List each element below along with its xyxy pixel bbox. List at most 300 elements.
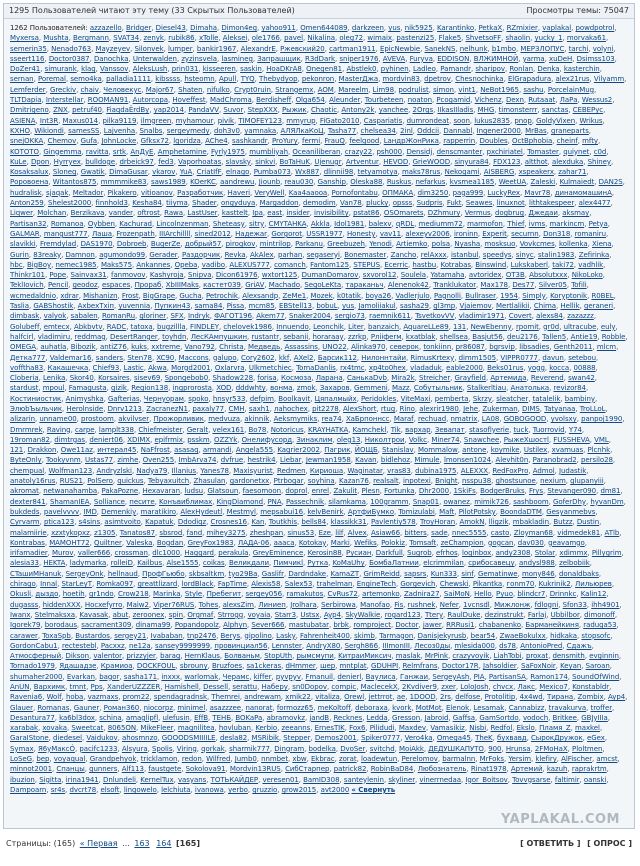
- user-link[interactable]: doh3v0: [213, 126, 240, 135]
- user-link[interactable]: sama84: [194, 302, 223, 311]
- user-link[interactable]: MHG: [477, 106, 495, 115]
- user-link[interactable]: Rinat1978: [470, 765, 507, 774]
- user-link[interactable]: Christa: [219, 343, 244, 352]
- user-link[interactable]: Sfon33: [562, 600, 587, 609]
- user-link[interactable]: Redmen: [276, 466, 306, 475]
- user-link[interactable]: sn0Dopov: [292, 683, 327, 691]
- user-link[interactable]: ZNX: [53, 106, 68, 115]
- user-link[interactable]: 2Kvdiver9: [401, 683, 437, 691]
- user-link[interactable]: Hoveffest: [172, 96, 206, 105]
- user-link[interactable]: mepsabui16: [260, 507, 303, 516]
- user-link[interactable]: Bergmann: [72, 34, 109, 43]
- user-link[interactable]: vazmaxs: [87, 693, 119, 702]
- user-link[interactable]: Rino: [399, 404, 415, 413]
- user-link[interactable]: Hocxefyrro: [84, 600, 123, 609]
- user-link[interactable]: 1SkiFs: [453, 487, 476, 496]
- user-link[interactable]: invisibility: [314, 209, 349, 218]
- user-link[interactable]: avt2000: [320, 785, 350, 794]
- user-link[interactable]: kisseeren: [202, 65, 236, 74]
- user-link[interactable]: vasyans: [177, 775, 207, 784]
- user-link[interactable]: ASIENA: [10, 116, 36, 125]
- user-link[interactable]: pilka9119: [102, 116, 137, 125]
- user-link[interactable]: Major67: [145, 85, 174, 94]
- user-link[interactable]: AleksLush: [132, 65, 168, 74]
- user-link[interactable]: Mertlalikii: [496, 302, 530, 311]
- user-link[interactable]: Abkbvtv: [74, 322, 103, 331]
- user-link[interactable]: Vjaiemov: [459, 302, 492, 311]
- user-link[interactable]: xovaka: [42, 724, 67, 733]
- user-link[interactable]: FINDLEY: [189, 322, 219, 331]
- user-link[interactable]: Yatamaha: [430, 271, 465, 280]
- user-link[interactable]: k0tatik: [337, 291, 361, 300]
- user-link[interactable]: pastenzi25: [396, 34, 435, 43]
- user-link[interactable]: Volkc: [408, 435, 427, 444]
- user-link[interactable]: gipolino: [244, 631, 272, 640]
- user-link[interactable]: AndryX80: [306, 641, 341, 650]
- user-link[interactable]: Лаша: [91, 229, 113, 238]
- user-link[interactable]: chelsea34: [360, 126, 396, 135]
- user-link[interactable]: Jewman1958: [305, 456, 351, 465]
- user-link[interactable]: Famagusta: [68, 384, 107, 393]
- user-link[interactable]: AlexHydeutl: [180, 507, 223, 516]
- user-link[interactable]: Glauer: [10, 703, 33, 712]
- user-link[interactable]: ne12a: [128, 641, 151, 650]
- user-link[interactable]: chvcx: [492, 683, 514, 691]
- user-link[interactable]: SergeyOnk: [65, 569, 104, 578]
- user-link[interactable]: xTolle: [198, 34, 219, 43]
- user-link[interactable]: jettrrot: [368, 693, 393, 702]
- user-link[interactable]: gloriner: [139, 312, 167, 321]
- page-link-164[interactable]: 164: [156, 838, 172, 848]
- user-link[interactable]: PIA: [473, 672, 485, 681]
- user-link[interactable]: Oxlarvra: [214, 363, 245, 372]
- user-link[interactable]: Fis: [394, 600, 404, 609]
- user-link[interactable]: ingprorosta: [172, 384, 212, 393]
- user-link[interactable]: AChe4: [205, 137, 228, 146]
- user-link[interactable]: Мижлонж: [494, 600, 531, 609]
- user-link[interactable]: Snalbs: [139, 126, 163, 135]
- user-link[interactable]: aaaca: [273, 538, 295, 547]
- user-link[interactable]: Hellik: [560, 302, 580, 311]
- user-link[interactable]: Tomsaft: [409, 538, 437, 547]
- user-link[interactable]: silamkama: [328, 497, 366, 506]
- user-link[interactable]: Thinkr101: [10, 271, 45, 280]
- user-link[interactable]: Ayp4: [608, 693, 626, 702]
- user-link[interactable]: Miner74: [431, 435, 460, 444]
- user-link[interactable]: sbrouny: [179, 662, 208, 671]
- user-link[interactable]: casto: [490, 528, 510, 537]
- user-link[interactable]: qorkak: [201, 744, 225, 753]
- user-link[interactable]: vofftha83: [10, 363, 44, 372]
- user-link[interactable]: wxtort125: [261, 271, 298, 280]
- user-link[interactable]: Kan: [251, 518, 265, 527]
- user-link[interactable]: LastUser: [187, 209, 218, 218]
- user-link[interactable]: sabalen: [70, 312, 98, 321]
- user-link[interactable]: ulefusin: [162, 713, 190, 722]
- user-link[interactable]: Glatsoun: [207, 487, 239, 496]
- user-link[interactable]: Gemmeni: [353, 384, 388, 393]
- user-link[interactable]: yerbo: [228, 785, 248, 794]
- user-link[interactable]: xmik22: [285, 693, 311, 702]
- user-link[interactable]: MrBas: [525, 126, 547, 135]
- user-link[interactable]: YuA: [179, 168, 193, 177]
- user-link[interactable]: evginnin: [589, 652, 619, 661]
- user-link[interactable]: bankir1967: [196, 44, 237, 53]
- user-link[interactable]: Strrogg: [217, 610, 244, 619]
- user-link[interactable]: СырокДружок: [530, 734, 583, 743]
- user-link[interactable]: Dustin: [576, 518, 600, 527]
- user-link[interactable]: insider: [286, 209, 310, 218]
- user-link[interactable]: ibuzion: [10, 775, 35, 784]
- user-link[interactable]: Mayzeyev: [95, 44, 131, 53]
- user-link[interactable]: Ecerric: [384, 260, 409, 269]
- user-link[interactable]: artemonko: [362, 590, 400, 599]
- user-link[interactable]: Dimon4eg: [221, 24, 258, 32]
- user-link[interactable]: СанькаDvb: [346, 374, 387, 383]
- user-link[interactable]: Robble: [601, 332, 626, 341]
- user-link[interactable]: Ruskus: [386, 178, 412, 187]
- user-link[interactable]: Gauner: [73, 703, 100, 712]
- user-link[interactable]: Какашечка: [47, 363, 89, 372]
- user-link[interactable]: DAS1970: [80, 240, 113, 249]
- user-link[interactable]: psskm: [187, 435, 210, 444]
- user-link[interactable]: добрый57: [184, 240, 222, 249]
- user-link[interactable]: Hyrryex: [53, 157, 81, 166]
- user-link[interactable]: troffer: [590, 703, 613, 712]
- user-link[interactable]: ErnesTIK: [314, 724, 345, 733]
- user-link[interactable]: zmok: [296, 384, 316, 393]
- user-link[interactable]: KOerKC: [190, 178, 216, 187]
- user-link[interactable]: Pyuo: [496, 590, 513, 599]
- user-link[interactable]: ЭлюbЪыльчик: [10, 404, 63, 413]
- user-link[interactable]: carawer: [10, 631, 38, 640]
- user-link[interactable]: espaces: [102, 281, 131, 290]
- user-link[interactable]: Pikantka: [472, 580, 503, 589]
- user-link[interactable]: Drakkon: [27, 446, 57, 455]
- user-link[interactable]: Tourbeteen: [364, 96, 404, 105]
- user-link[interactable]: Aleunder: [329, 96, 361, 105]
- user-link[interactable]: sapsrs: [404, 569, 427, 578]
- user-link[interactable]: hidkaka: [550, 631, 578, 640]
- user-link[interactable]: koymike: [490, 446, 520, 455]
- user-link[interactable]: NikoLoko: [571, 271, 603, 280]
- user-link[interactable]: Plcnhk: [587, 446, 611, 455]
- user-link[interactable]: medvuza: [208, 415, 241, 424]
- user-link[interactable]: sitry: [249, 219, 265, 228]
- user-link[interactable]: kxatblak: [405, 332, 436, 341]
- user-link[interactable]: 121: [10, 446, 24, 455]
- user-link[interactable]: slavikki: [10, 240, 36, 249]
- user-link[interactable]: NewEbenny: [470, 322, 512, 331]
- user-link[interactable]: ka6bl3dox: [59, 713, 95, 722]
- user-link[interactable]: pyvpyv: [275, 672, 301, 681]
- user-link[interactable]: ЛесКАмпушкин: [190, 332, 248, 341]
- user-link[interactable]: CvRus72: [327, 590, 358, 599]
- user-link[interactable]: Haggard: [184, 549, 214, 558]
- user-link[interactable]: Bapхимк: [33, 683, 66, 691]
- user-link[interactable]: mosksuo: [484, 240, 516, 249]
- user-link[interactable]: prizzyjer: [126, 652, 156, 661]
- user-link[interactable]: Bogdan: [156, 538, 184, 547]
- user-link[interactable]: fermi: [302, 137, 321, 146]
- user-link[interactable]: Прораб: [134, 281, 162, 290]
- user-link[interactable]: dvfrue: [220, 456, 244, 465]
- user-link[interactable]: GABShostik: [33, 302, 74, 311]
- user-link[interactable]: alexduka: [551, 157, 584, 166]
- user-link[interactable]: serattu: [232, 683, 258, 691]
- user-link[interactable]: Omega45: [436, 734, 471, 743]
- user-link[interactable]: mintrilop: [259, 240, 291, 249]
- user-link[interactable]: Kalin12: [580, 590, 607, 599]
- user-link[interactable]: doprol: [285, 487, 308, 496]
- user-link[interactable]: crossman: [114, 549, 148, 558]
- user-link[interactable]: rustantr: [251, 332, 280, 341]
- user-link[interactable]: Crypt0ruin: [234, 85, 271, 94]
- user-link[interactable]: pavel: [284, 34, 304, 43]
- user-link[interactable]: skbsaltkm: [188, 569, 225, 578]
- user-link[interactable]: Alexis58: [251, 580, 281, 589]
- user-link[interactable]: maslak: [395, 652, 421, 661]
- user-link[interactable]: Vichenz: [474, 96, 502, 105]
- user-link[interactable]: Великдали: [228, 559, 270, 568]
- user-link[interactable]: R3dDark: [305, 54, 336, 63]
- user-link[interactable]: Shiney: [587, 157, 612, 166]
- user-link[interactable]: podrulist: [398, 85, 429, 94]
- user-link[interactable]: halfcirl: [10, 332, 34, 341]
- user-link[interactable]: Witantos875: [52, 178, 97, 187]
- user-link[interactable]: АртфиБумко: [347, 507, 394, 516]
- user-link[interactable]: Marki: [330, 538, 350, 547]
- user-link[interactable]: dddwhty: [235, 384, 266, 393]
- user-link[interactable]: Собутыльник: [413, 384, 463, 393]
- user-link[interactable]: ShvetsoFF: [465, 34, 502, 43]
- user-link[interactable]: dm81: [600, 487, 621, 496]
- user-link[interactable]: Flake5: [438, 34, 462, 43]
- user-link[interactable]: Chiefmeister: [138, 425, 183, 434]
- user-link[interactable]: Gucha: [179, 291, 202, 300]
- user-link[interactable]: Alse1555: [166, 559, 199, 568]
- user-link[interactable]: Chima: [533, 302, 557, 311]
- user-link[interactable]: Sweetcat: [71, 724, 104, 733]
- user-link[interactable]: myhamour: [175, 116, 214, 125]
- user-link[interactable]: GOOODSMIIIILE: [161, 734, 216, 743]
- user-link[interactable]: SFX: [170, 312, 184, 321]
- user-link[interactable]: Butzz: [553, 518, 573, 527]
- user-link[interactable]: deu2176: [507, 332, 538, 341]
- user-link[interactable]: 4x4wd: [519, 693, 543, 702]
- user-link[interactable]: Чернуорам: [143, 394, 184, 403]
- user-link[interactable]: netwanahamba: [43, 487, 98, 496]
- user-link[interactable]: ATlb: [604, 528, 620, 537]
- user-link[interactable]: Dnlundeli: [103, 775, 136, 784]
- user-link[interactable]: Alphyn: [223, 621, 248, 630]
- user-link[interactable]: Sten78: [127, 353, 152, 362]
- user-link[interactable]: HernKlaus: [184, 652, 220, 661]
- user-link[interactable]: Hrunsa: [505, 744, 531, 753]
- user-link[interactable]: AVEVA: [382, 54, 406, 63]
- user-link[interactable]: Kesha84: [132, 199, 162, 208]
- user-link[interactable]: Romka097: [96, 580, 134, 589]
- user-link[interactable]: OMEGA: [10, 343, 36, 352]
- user-link[interactable]: Alenenok42: [387, 281, 429, 290]
- user-link[interactable]: Thief: [507, 219, 525, 228]
- user-link[interactable]: Aeksmymiks: [273, 415, 318, 424]
- user-link[interactable]: hellnaud: [107, 569, 138, 578]
- user-link[interactable]: Gerader: [149, 250, 178, 259]
- user-link[interactable]: sernan: [10, 75, 34, 84]
- user-link[interactable]: Simply: [522, 291, 546, 300]
- user-link[interactable]: lamplt338: [98, 425, 134, 434]
- user-link[interactable]: vladaduk: [410, 363, 442, 372]
- user-link[interactable]: Akwa: [148, 363, 167, 372]
- user-link[interactable]: ZeMe1: [282, 291, 307, 300]
- user-link[interactable]: ZwaeBokulxx: [499, 631, 546, 640]
- user-link[interactable]: Lennster: [271, 641, 302, 650]
- user-link[interactable]: drbeick97: [119, 157, 154, 166]
- user-link[interactable]: kibssss: [155, 75, 180, 84]
- user-link[interactable]: sergeymedy: [166, 126, 210, 135]
- user-link[interactable]: TIMOFEY123: [238, 116, 282, 125]
- user-link[interactable]: PolSero: [87, 477, 113, 486]
- user-link[interactable]: Cory2602: [240, 353, 275, 362]
- user-link[interactable]: Я6уМаксÓ: [37, 744, 75, 753]
- user-link[interactable]: bells84: [301, 518, 327, 527]
- user-link[interactable]: grow2015: [281, 785, 317, 794]
- user-link[interactable]: Saroan: [585, 662, 610, 671]
- user-link[interactable]: donaldbaks: [559, 569, 599, 578]
- user-link[interactable]: vadhlik: [578, 260, 604, 269]
- user-link[interactable]: Zefirinka: [578, 250, 610, 259]
- user-link[interactable]: stasoflyerie: [469, 425, 510, 434]
- user-link[interactable]: ivanowa: [194, 785, 224, 794]
- user-link[interactable]: VML: [594, 435, 609, 444]
- user-link[interactable]: Spiker0777: [361, 734, 401, 743]
- user-link[interactable]: ultracube: [563, 322, 597, 331]
- user-link[interactable]: Elenok: [445, 703, 470, 712]
- user-link[interactable]: yucky_1: [534, 34, 563, 43]
- user-link[interactable]: auhatla: [40, 343, 67, 352]
- user-link[interactable]: VeryWell: [254, 188, 285, 197]
- user-link[interactable]: Lenika: [42, 374, 66, 383]
- user-link[interactable]: DoZer41: [10, 65, 41, 74]
- user-link[interactable]: defpim: [249, 394, 274, 403]
- user-link[interactable]: R0BEL: [591, 291, 614, 300]
- user-link[interactable]: Asiaw66: [371, 528, 400, 537]
- user-link[interactable]: MEPЗЛОПУС: [520, 44, 565, 53]
- user-link[interactable]: SkyWalkie: [345, 610, 381, 619]
- user-link[interactable]: Stanislav: [382, 446, 414, 455]
- user-link[interactable]: east: [267, 209, 283, 218]
- user-link[interactable]: Ujenugr: [314, 157, 342, 166]
- user-link[interactable]: Атмосферный: [10, 652, 62, 661]
- user-link[interactable]: Hello: [474, 590, 492, 599]
- user-link[interactable]: mlesida000: [454, 641, 495, 650]
- user-link[interactable]: Stevanger090: [547, 487, 597, 496]
- user-link[interactable]: epifrmix: [154, 435, 183, 444]
- user-link[interactable]: schina: [99, 713, 122, 722]
- user-link[interactable]: Dmrmrek: [10, 425, 43, 434]
- user-link[interactable]: Diesel43: [155, 24, 186, 32]
- user-link[interactable]: sharipov: [475, 65, 505, 74]
- user-link[interactable]: 2rs: [439, 693, 451, 702]
- user-link[interactable]: yahoo911: [261, 24, 296, 32]
- user-link[interactable]: Petrochik: [205, 291, 238, 300]
- user-link[interactable]: Ваулиса: [365, 672, 396, 681]
- user-link[interactable]: Mozek: [310, 291, 333, 300]
- user-link[interactable]: bukdeds: [10, 507, 40, 516]
- user-link[interactable]: Redfol: [490, 724, 513, 733]
- user-link[interactable]: AnUN: [10, 683, 30, 691]
- user-link[interactable]: dubina1975: [415, 466, 457, 475]
- user-link[interactable]: chirago: [10, 580, 36, 589]
- user-link[interactable]: sa1ckeras: [246, 662, 282, 671]
- user-link[interactable]: Bo78: [248, 425, 267, 434]
- user-link[interactable]: Vero4ka: [404, 734, 433, 743]
- user-link[interactable]: Kailbus: [137, 559, 163, 568]
- collapse-link[interactable]: « Свернуть: [351, 785, 396, 794]
- user-link[interactable]: s4sins: [78, 518, 101, 527]
- user-link[interactable]: FrauQ: [324, 137, 345, 146]
- user-link[interactable]: LoloJosh: [460, 683, 489, 691]
- user-link[interactable]: dexter841: [10, 497, 46, 506]
- user-link[interactable]: horaraay: [312, 332, 344, 341]
- user-link[interactable]: Артемида: [490, 374, 527, 383]
- user-link[interactable]: lilf: [335, 528, 344, 537]
- user-link[interactable]: srtk: [112, 147, 127, 156]
- user-link[interactable]: ghostsunoe: [495, 477, 536, 486]
- user-link[interactable]: ZacranezN1: [146, 404, 188, 413]
- user-link[interactable]: Ivababan: [150, 631, 183, 640]
- user-link[interactable]: EDDISON: [437, 54, 470, 63]
- user-link[interactable]: Tohes: [198, 600, 219, 609]
- user-link[interactable]: 83reaky: [33, 250, 62, 259]
- user-link[interactable]: Igorek79: [10, 621, 41, 630]
- user-link[interactable]: shumaher2000: [10, 672, 63, 681]
- user-link[interactable]: geodoz: [72, 281, 98, 290]
- user-link[interactable]: Xiena: [591, 240, 612, 249]
- user-link[interactable]: voyaqual: [53, 755, 86, 764]
- user-link[interactable]: snejOKKA: [10, 137, 44, 146]
- user-link[interactable]: rushnek: [407, 600, 436, 609]
- user-link[interactable]: maratikiro: [140, 507, 177, 516]
- user-link[interactable]: Pлiiфеrм: [370, 332, 402, 341]
- user-link[interactable]: Zaleski: [530, 178, 556, 187]
- user-link[interactable]: blindcr7: [517, 590, 546, 599]
- user-link[interactable]: meKoltoff: [317, 703, 351, 712]
- user-link[interactable]: zzrkp: [347, 332, 367, 341]
- user-link[interactable]: Mishanizn: [83, 291, 118, 300]
- user-link[interactable]: AOM: [317, 85, 334, 94]
- user-link[interactable]: Lajvenha: [103, 126, 136, 135]
- user-link[interactable]: Lukskaberl: [510, 260, 548, 269]
- user-link[interactable]: Прожорливик: [153, 415, 204, 424]
- user-link[interactable]: boya26: [365, 291, 392, 300]
- user-link[interactable]: vinerrnedaa: [419, 775, 461, 784]
- user-link[interactable]: Сдажъ: [566, 641, 592, 650]
- user-link[interactable]: kelvBenirk: [307, 507, 344, 516]
- user-link[interactable]: DOCKFOUL: [136, 662, 176, 671]
- user-link[interactable]: Genth2011: [553, 343, 593, 352]
- user-link[interactable]: antone: [462, 446, 487, 455]
- user-link[interactable]: Крамиоа: [100, 662, 133, 671]
- user-link[interactable]: Zancho: [390, 250, 417, 259]
- user-link[interactable]: кастет039: [203, 281, 241, 290]
- user-link[interactable]: Nefer: [439, 600, 459, 609]
- user-link[interactable]: noaton: [407, 96, 432, 105]
- user-link[interactable]: Toutkhis: [268, 518, 297, 527]
- user-link[interactable]: spoko: [188, 394, 209, 403]
- user-link[interactable]: inxxx: [161, 672, 180, 681]
